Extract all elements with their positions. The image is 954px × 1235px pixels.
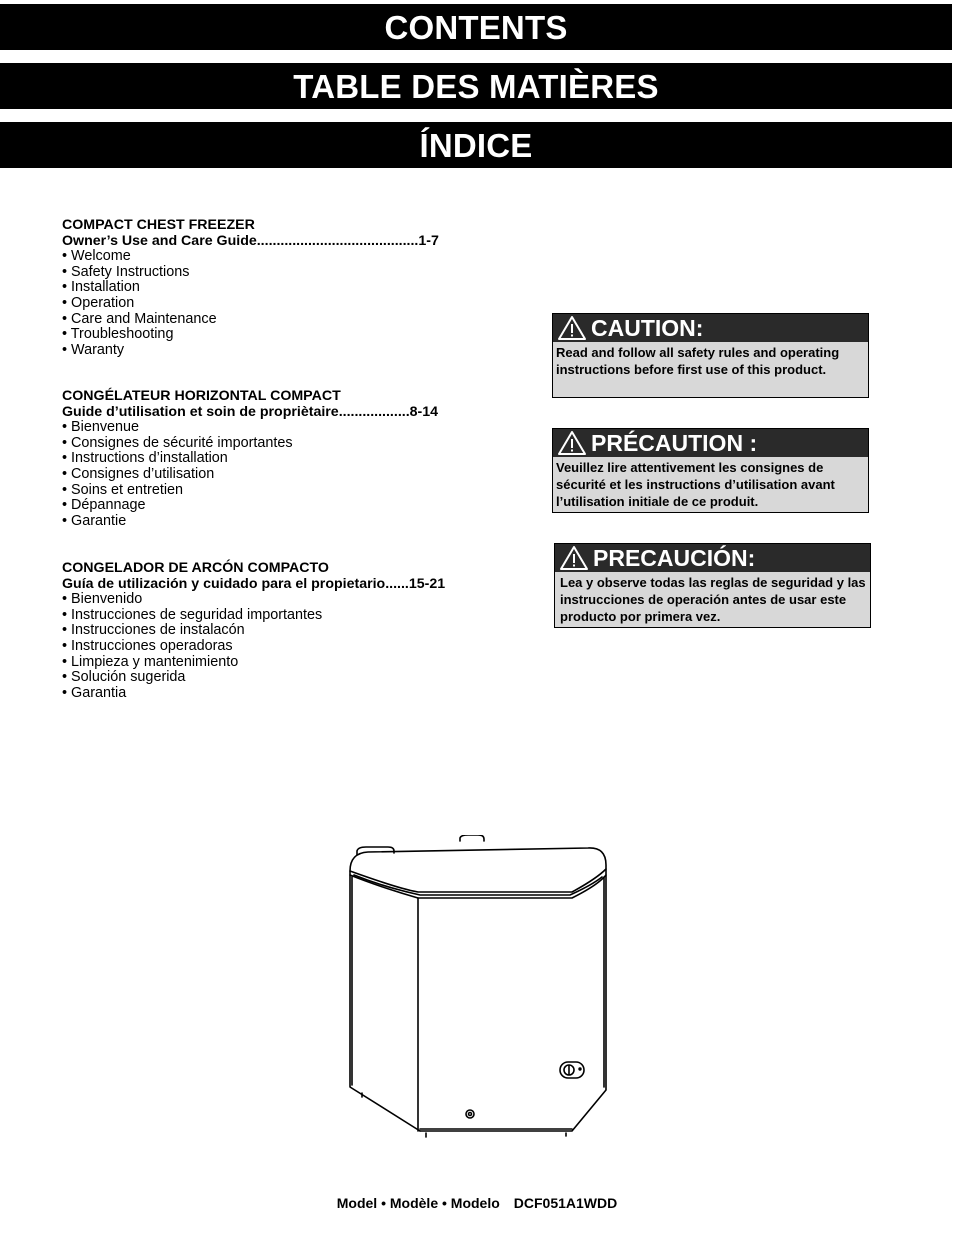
toc-list <box>62 249 542 358</box>
precaution-text: Veuillez lire attentivement les consignes de sécurité et les instructions d’utilisation avant l’utilisation initiale de ce produit. <box>556 460 835 509</box>
toc-item[interactable]: • Instrucciones operadoras <box>62 637 233 654</box>
toc-item[interactable]: • Solución sugerida <box>62 669 186 686</box>
toc-item[interactable]: • Installation <box>62 279 140 296</box>
toc-guide-entry[interactable]: Guide d’utilisation et soin de propriètaire..................8-14 <box>62 403 439 420</box>
model-line <box>0 1195 954 1211</box>
toc-item[interactable]: • Dépannage <box>62 497 146 514</box>
toc-title: COMPACT CHEST FREEZER <box>62 217 255 233</box>
banner-table-des-matieres: TABLE DES MATIÈRES <box>0 63 952 109</box>
banner-contents: CONTENTS <box>0 4 952 50</box>
precaucion-text: Lea y observe todas las reglas de seguridad y las instrucciones de operación antes de usar este producto por primera vez. <box>560 575 866 624</box>
banner-indice: ÍNDICE <box>0 122 952 168</box>
caution-text: Read and follow all safety rules and operating instructions before first use of this product. <box>556 345 840 377</box>
toc-section-english <box>62 218 542 358</box>
precaucion-title: PRECAUCIÓN: <box>593 545 756 571</box>
precaution-header <box>553 429 868 457</box>
toc-item[interactable]: • Limpieza y mantenimiento <box>62 653 239 670</box>
toc-list <box>62 420 542 529</box>
toc-item[interactable]: • Bienvenue <box>62 419 140 436</box>
model-number: DCF051A1WDD <box>513 1195 618 1211</box>
toc-item[interactable]: • Soins et entretien <box>62 481 184 498</box>
toc-item[interactable]: • Instructions d’installation <box>62 450 228 467</box>
caution-title: CAUTION: <box>591 315 704 341</box>
warning-triangle-icon <box>557 315 587 341</box>
toc-title: CONGELADOR DE ARCÓN COMPACTO <box>62 560 329 576</box>
warning-triangle-icon <box>559 545 589 571</box>
toc-item[interactable]: • Garantie <box>62 512 127 529</box>
toc-item[interactable]: • Instrucciones de seguridad importantes <box>62 606 323 623</box>
toc-item[interactable]: • Operation <box>62 294 135 311</box>
toc-list <box>62 592 542 701</box>
precaucion-header <box>555 544 870 572</box>
toc-item[interactable]: • Troubleshooting <box>62 326 174 343</box>
toc-item[interactable]: • Consignes de sécurité importantes <box>62 434 293 451</box>
toc-title: CONGÉLATEUR HORIZONTAL COMPACT <box>62 388 341 404</box>
precaucion-box <box>554 543 871 628</box>
toc-section-french <box>62 389 542 529</box>
caution-box <box>552 313 869 398</box>
precaution-box <box>552 428 869 513</box>
caution-header <box>553 314 868 342</box>
toc-item[interactable]: • Instrucciones de instalacón <box>62 622 245 639</box>
toc-guide-entry[interactable]: Guía de utilización y cuidado para el propietario......15-21 <box>62 575 446 592</box>
toc-item[interactable]: • Garantia <box>62 684 127 701</box>
toc-section-spanish <box>62 561 542 701</box>
toc-item[interactable]: • Bienvenido <box>62 591 143 608</box>
model-label: Model • Modèle • Modelo <box>336 1195 500 1211</box>
precaution-title: PRÉCAUTION : <box>591 430 758 456</box>
warning-triangle-icon <box>557 430 587 456</box>
toc-item[interactable]: • Safety Instructions <box>62 263 190 280</box>
toc-item[interactable]: • Welcome <box>62 248 131 265</box>
toc-item[interactable]: • Care and Maintenance <box>62 310 217 327</box>
toc-item[interactable]: • Consignes d’utilisation <box>62 465 215 482</box>
chest-freezer-illustration <box>340 835 620 1140</box>
toc-guide-entry[interactable]: Owner’s Use and Care Guide.........................................1-7 <box>62 232 439 249</box>
toc-item[interactable]: • Waranty <box>62 341 125 358</box>
